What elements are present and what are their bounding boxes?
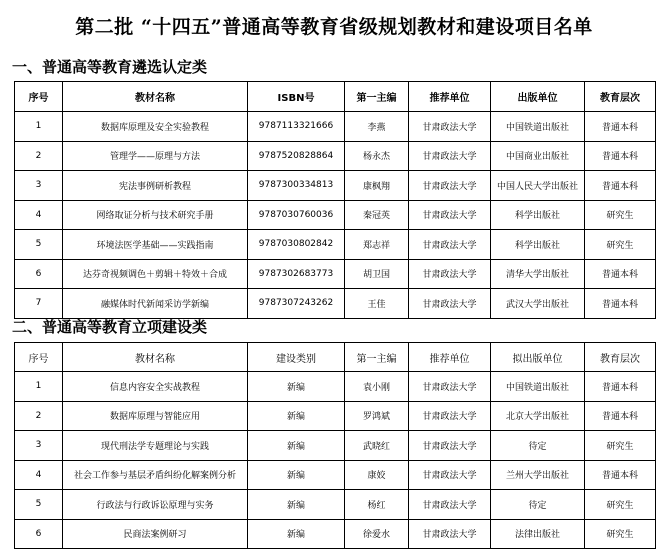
cell-col-index: 3 [15,171,63,201]
table-selected-textbooks [14,81,656,319]
cell-col-recommending-unit: 甘肃政法大学 [409,431,491,461]
cell-col-recommending-unit: 甘肃政法大学 [409,230,491,260]
table-row [15,372,656,402]
cell-col-chief-editor: 康姣 [345,460,409,490]
cell-col-textbook-name: 管理学——原理与方法 [63,141,248,171]
cell-col-publisher: 中国铁道出版社 [491,112,585,142]
cell-col-chief-editor: 武晓红 [345,431,409,461]
cell-col-isbn-or-category: 新编 [248,401,345,431]
cell-col-publisher: 清华大学出版社 [491,259,585,289]
cell-col-education-level: 普通本科 [585,171,656,201]
cell-col-isbn-or-category: 9787307243262 [248,289,345,319]
table-row [15,490,656,520]
table-header-row [15,82,656,112]
cell-col-textbook-name: 现代刑法学专题理论与实践 [63,431,248,461]
cell-col-chief-editor: 康枫翔 [345,171,409,201]
header-col-index: 序号 [15,82,63,112]
cell-col-isbn-or-category: 9787030802842 [248,230,345,260]
table-row [15,259,656,289]
cell-col-education-level: 普通本科 [585,460,656,490]
cell-col-textbook-name: 社会工作参与基层矛盾纠纷化解案例分析 [63,460,248,490]
cell-col-education-level: 研究生 [585,519,656,549]
cell-col-recommending-unit: 甘肃政法大学 [409,259,491,289]
table-construction-projects [14,342,656,549]
cell-col-textbook-name: 环境法医学基础——实践指南 [63,230,248,260]
cell-col-isbn-or-category: 新编 [248,490,345,520]
table-row [15,200,656,230]
cell-col-chief-editor: 郑志祥 [345,230,409,260]
cell-col-chief-editor: 胡卫国 [345,259,409,289]
cell-col-recommending-unit: 甘肃政法大学 [409,519,491,549]
cell-col-publisher: 武汉大学出版社 [491,289,585,319]
table-header-row [15,343,656,372]
header-col-publisher: 出版单位 [491,82,585,112]
cell-col-education-level: 研究生 [585,490,656,520]
cell-col-chief-editor: 秦冠英 [345,200,409,230]
header-col-isbn-or-category: ISBN号 [248,82,345,112]
cell-col-isbn-or-category: 新编 [248,519,345,549]
cell-col-index: 3 [15,431,63,461]
table-row [15,401,656,431]
cell-col-publisher: 待定 [491,431,585,461]
cell-col-recommending-unit: 甘肃政法大学 [409,460,491,490]
cell-col-education-level: 普通本科 [585,289,656,319]
cell-col-index: 4 [15,460,63,490]
cell-col-chief-editor: 王佳 [345,289,409,319]
header-col-chief-editor: 第一主编 [345,82,409,112]
table-row [15,431,656,461]
cell-col-recommending-unit: 甘肃政法大学 [409,112,491,142]
cell-col-education-level: 普通本科 [585,259,656,289]
table-row [15,141,656,171]
table-row [15,112,656,142]
cell-col-publisher: 北京大学出版社 [491,401,585,431]
cell-col-recommending-unit: 甘肃政法大学 [409,372,491,402]
cell-col-publisher: 待定 [491,490,585,520]
cell-col-education-level: 普通本科 [585,141,656,171]
cell-col-textbook-name: 数据库原理及安全实验教程 [63,112,248,142]
cell-col-education-level: 研究生 [585,230,656,260]
cell-col-publisher: 科学出版社 [491,200,585,230]
cell-col-index: 2 [15,141,63,171]
cell-col-index: 4 [15,200,63,230]
cell-col-isbn-or-category: 新编 [248,460,345,490]
cell-col-isbn-or-category: 9787113321666 [248,112,345,142]
cell-col-textbook-name: 融媒体时代新闻采访学新编 [63,289,248,319]
cell-col-recommending-unit: 甘肃政法大学 [409,200,491,230]
cell-col-recommending-unit: 甘肃政法大学 [409,289,491,319]
header-col-education-level: 教育层次 [585,343,656,372]
cell-col-publisher: 兰州大学出版社 [491,460,585,490]
cell-col-recommending-unit: 甘肃政法大学 [409,401,491,431]
cell-col-textbook-name: 宪法事例研析教程 [63,171,248,201]
cell-col-index: 5 [15,230,63,260]
cell-col-textbook-name: 行政法与行政诉讼原理与实务 [63,490,248,520]
cell-col-textbook-name: 网络取证分析与技术研究手册 [63,200,248,230]
table-row [15,230,656,260]
cell-col-chief-editor: 杨永杰 [345,141,409,171]
cell-col-index: 6 [15,519,63,549]
cell-col-chief-editor: 杨红 [345,490,409,520]
cell-col-isbn-or-category: 新编 [248,431,345,461]
cell-col-textbook-name: 达芬奇视频调色＋剪辑＋特效＋合成 [63,259,248,289]
cell-col-education-level: 普通本科 [585,372,656,402]
cell-col-index: 6 [15,259,63,289]
cell-col-isbn-or-category: 9787030760036 [248,200,345,230]
cell-col-textbook-name: 信息内容安全实战教程 [63,372,248,402]
header-col-education-level: 教育层次 [585,82,656,112]
cell-col-chief-editor: 罗鸿斌 [345,401,409,431]
cell-col-index: 7 [15,289,63,319]
cell-col-chief-editor: 徐爱水 [345,519,409,549]
header-col-textbook-name: 教材名称 [63,343,248,372]
cell-col-isbn-or-category: 新编 [248,372,345,402]
cell-col-textbook-name: 民商法案例研习 [63,519,248,549]
cell-col-recommending-unit: 甘肃政法大学 [409,490,491,520]
table-row [15,171,656,201]
cell-col-isbn-or-category: 9787520828864 [248,141,345,171]
cell-col-isbn-or-category: 9787302683773 [248,259,345,289]
header-col-chief-editor: 第一主编 [345,343,409,372]
table-row [15,289,656,319]
cell-col-index: 1 [15,112,63,142]
cell-col-index: 1 [15,372,63,402]
header-col-recommending-unit: 推荐单位 [409,343,491,372]
cell-col-chief-editor: 袁小刚 [345,372,409,402]
cell-col-publisher: 中国铁道出版社 [491,372,585,402]
cell-col-chief-editor: 李燕 [345,112,409,142]
cell-col-recommending-unit: 甘肃政法大学 [409,171,491,201]
header-col-publisher: 拟出版单位 [491,343,585,372]
table-row [15,460,656,490]
cell-col-publisher: 法律出版社 [491,519,585,549]
cell-col-education-level: 普通本科 [585,401,656,431]
cell-col-index: 5 [15,490,63,520]
cell-col-index: 2 [15,401,63,431]
cell-col-publisher: 科学出版社 [491,230,585,260]
document-title: 第二批 “十四五”普通高等教育省级规划教材和建设项目名单 [75,16,593,38]
table-row [15,519,656,549]
cell-col-education-level: 研究生 [585,431,656,461]
cell-col-recommending-unit: 甘肃政法大学 [409,141,491,171]
header-col-index: 序号 [15,343,63,372]
cell-col-publisher: 中国人民大学出版社 [491,171,585,201]
header-col-isbn-or-category: 建设类别 [248,343,345,372]
header-col-textbook-name: 教材名称 [63,82,248,112]
cell-col-textbook-name: 数据库原理与智能应用 [63,401,248,431]
cell-col-education-level: 研究生 [585,200,656,230]
cell-col-education-level: 普通本科 [585,112,656,142]
cell-col-isbn-or-category: 9787300334813 [248,171,345,201]
section2-heading: 二、普通高等教育立项建设类 [12,318,208,336]
section1-heading: 一、普通高等教育遴选认定类 [12,58,208,76]
cell-col-publisher: 中国商业出版社 [491,141,585,171]
header-col-recommending-unit: 推荐单位 [409,82,491,112]
